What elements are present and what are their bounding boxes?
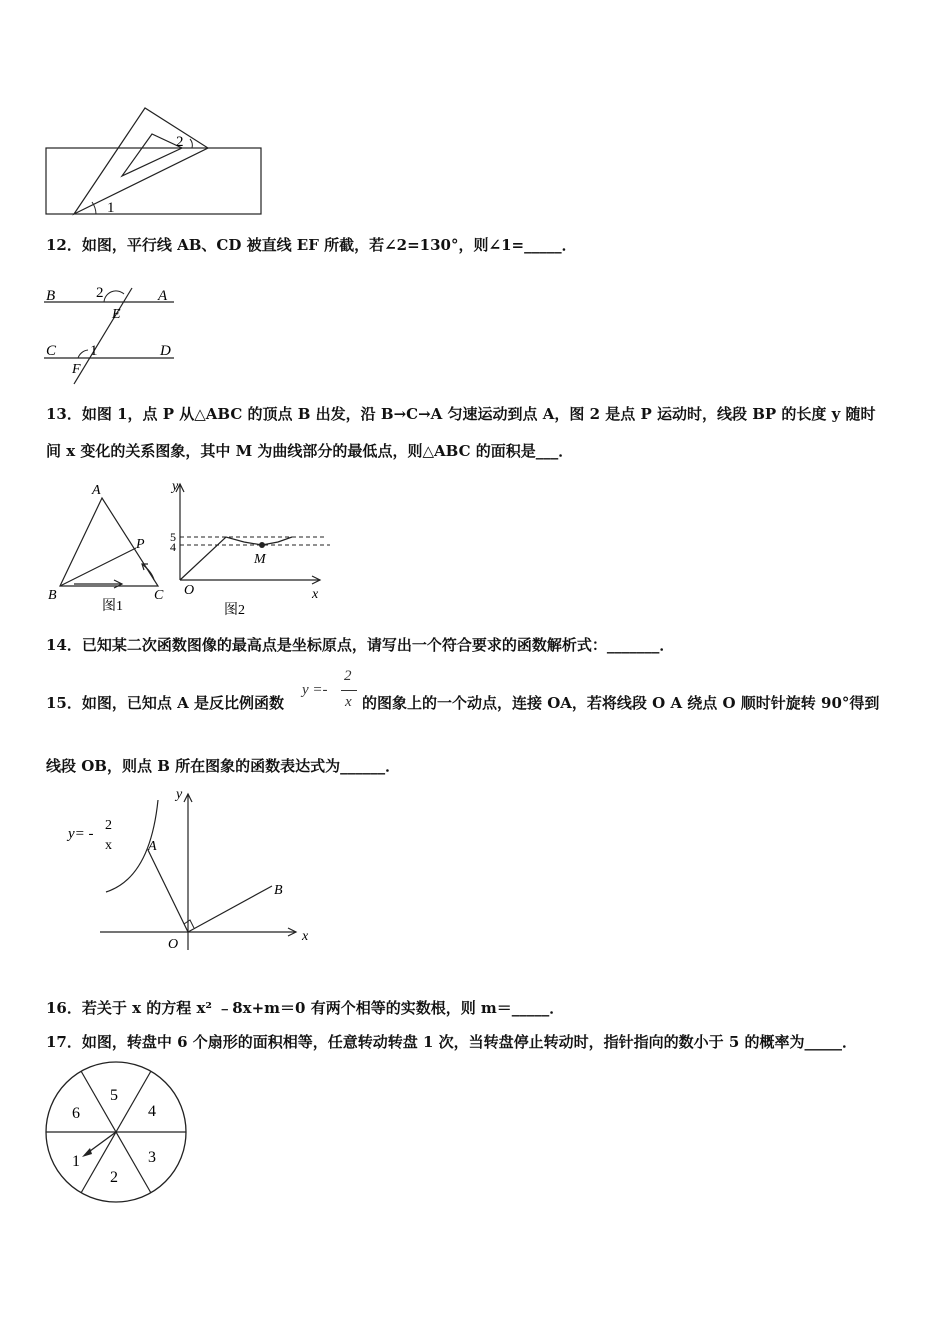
fig12-label-F: F — [72, 362, 81, 377]
fig13-graph — [162, 474, 334, 620]
fig15-label-B: B — [274, 883, 283, 898]
q15-formula-numerator: 2 — [344, 668, 352, 684]
fig13-axis-x: x — [312, 587, 319, 602]
question-15-line2: 线段 OB，则点 B 所在图象的函数表达式为______． — [46, 757, 401, 775]
question-12: 12．如图，平行线 AB、CD 被直线 EF 所截，若∠2=130°，则∠1=_____． — [46, 236, 577, 254]
question-17: 17．如图，转盘中 6 个扇形的面积相等，任意转动转盘 1 次，当转盘停止转动时，指针指向的数小于 5 的概率为_____． — [46, 1033, 858, 1051]
q15-formula-denominator: x — [345, 694, 352, 710]
fig15-origin: O — [168, 937, 179, 952]
fig15-label-A: A — [148, 839, 157, 854]
fig15-eq-lhs: y= - — [68, 826, 94, 842]
fig13-axis-y: y — [172, 479, 179, 494]
fig15-eq-denominator: x — [105, 838, 112, 853]
fig13-caption-1: 图1 — [102, 599, 123, 614]
question-15-line1a: 15．如图，已知点 A 是反比例函数 — [46, 694, 284, 712]
question-13-line2: 间 x 变化的关系图象，其中 M 为曲线部分的最低点，则△ABC 的面积是___． — [46, 442, 574, 460]
fig13-label-C: C — [154, 588, 164, 603]
spinner-sector-label: 3 — [148, 1149, 156, 1166]
question-16: 16．若关于 x 的方程 x² ﹣8x+m＝0 有两个相等的实数根，则 m＝_____． — [46, 999, 565, 1017]
q15-formula-lhs: y =- — [302, 682, 328, 698]
fig15-eq-numerator: 2 — [105, 818, 112, 833]
fig12-label-1: 1 — [90, 343, 98, 359]
fig12-label-B: B — [46, 288, 56, 304]
spinner-sector-label: 6 — [72, 1105, 80, 1122]
spinner-sector-label: 4 — [148, 1103, 156, 1120]
fig13-label-B: B — [48, 588, 57, 603]
question-15-line1b: 的图象上的一个动点，连接 OA，若将线段 O A 绕点 O 顺时针旋转 90°得到 — [362, 694, 880, 712]
spinner-sector-label: 2 — [110, 1169, 118, 1186]
fig12-label-2: 2 — [96, 285, 104, 301]
fig15-axis-x: x — [302, 929, 309, 944]
fig11-angle2-label: 2 — [176, 134, 184, 150]
question-14: 14．已知某二次函数图像的最高点是坐标原点，请写出一个符合要求的函数解析式：_______． — [46, 636, 675, 654]
spinner-sector-label: 5 — [110, 1087, 118, 1104]
fig11-triangle-ruler — [40, 104, 270, 219]
question-13-line1: 13．如图 1，点 P 从△ABC 的顶点 B 出发，沿 B→C→A 匀速运动到点 A，图 2 是点 P 运动时，线段 BP 的长度 y 随时 — [46, 405, 876, 423]
fig13-caption-2: 图2 — [224, 603, 245, 618]
fig13-label-M: M — [254, 552, 266, 567]
fig13-tick-4: 4 — [170, 540, 176, 554]
fig13-triangle-abc — [44, 480, 174, 616]
fig12-label-C: C — [46, 343, 57, 359]
fig12-label-E: E — [112, 307, 121, 322]
fig12-label-A: A — [158, 288, 168, 304]
fig11-angle1-label: 1 — [107, 200, 115, 216]
fig13-tick-5: 5 — [170, 530, 176, 544]
fig13-label-A: A — [92, 483, 101, 498]
q15-fraction-bar — [341, 690, 357, 691]
spinner-sector-label: 1 — [72, 1153, 80, 1170]
fig12-parallel-lines — [40, 278, 180, 386]
fig13-origin: O — [184, 583, 195, 598]
fig12-label-D: D — [160, 343, 171, 359]
fig13-label-P: P — [136, 537, 145, 552]
fig15-inverse-function — [60, 784, 320, 956]
fig15-axis-y: y — [176, 787, 183, 802]
fig17-spinner — [40, 1060, 196, 1210]
